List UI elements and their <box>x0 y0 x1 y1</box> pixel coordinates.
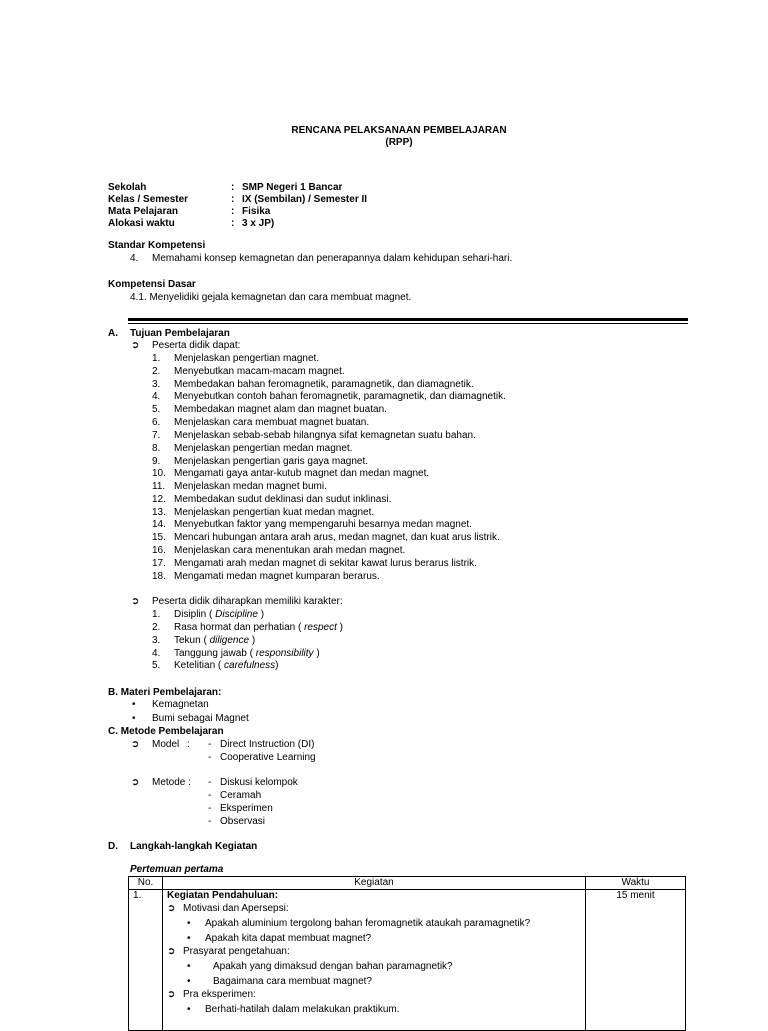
list-item-num: 1. <box>152 609 161 620</box>
dash-icon: - <box>208 803 212 814</box>
karakter-intro: Peserta didik diharapkan memiliki karakter: <box>152 596 343 607</box>
tujuan-intro: Peserta didik dapat: <box>152 340 241 351</box>
table-cell-kegiatan <box>163 890 586 1031</box>
kegiatan-table <box>128 876 686 1031</box>
dash-icon: - <box>208 816 212 827</box>
standar-num: 4. <box>130 253 139 264</box>
kegiatan-title: Kegiatan Pendahuluan: <box>167 890 279 901</box>
identity-value: Fisika <box>242 206 271 217</box>
dash-icon: - <box>208 790 212 801</box>
arrow-bullet-icon: ➲ <box>167 946 176 957</box>
dash-icon: - <box>208 739 212 750</box>
dash-icon: - <box>208 752 212 763</box>
identity-value: 3 x JP) <box>242 218 275 229</box>
list-item-text: Menjelaskan sebab-sebab hilangnya sifat kemagnetan suatu bahan. <box>174 430 476 441</box>
list-item-text: Menjelaskan pengertian medan magnet. <box>174 443 353 454</box>
karakter-italic: diligence <box>209 635 250 646</box>
list-item-text: Menjelaskan cara menentukan arah medan magnet. <box>174 545 406 556</box>
model-label: Model <box>152 739 180 750</box>
list-item-text: Mengamati arah medan magnet di sekitar kawat lurus berarus listrik. <box>174 558 477 569</box>
list-item-text <box>174 635 255 647</box>
arrow-bullet-icon: ➲ <box>167 989 176 1000</box>
prasyarat-item: Apakah yang dimaksud dengan bahan paramagnetik? <box>213 961 453 972</box>
model-sep: : <box>187 739 190 750</box>
karakter-pre: Tekun ( <box>174 635 210 646</box>
table-header-waktu: Waktu <box>586 877 686 890</box>
list-item-text: Menyebutkan contoh bahan feromagnetik, paramagnetik, dan diamagnetik. <box>174 391 506 402</box>
kegiatan-line <box>167 989 581 1001</box>
table-cell-no: 1. <box>129 890 163 1031</box>
model-item: Direct Instruction (DI) <box>220 739 315 750</box>
list-item-text: Menyebutkan faktor yang mempengaruhi besarnya medan magnet. <box>174 519 472 530</box>
list-item-num: 1. <box>152 353 161 364</box>
list-item-text: Mencari hubungan antara arah arus, medan magnet, dan kuat arus listrik. <box>174 532 500 543</box>
pra-label: Pra eksperimen: <box>183 989 256 1000</box>
section-d-letter: D. <box>108 841 118 852</box>
prasyarat-label: Prasyarat pengetahuan: <box>183 946 290 957</box>
motivasi-label: Motivasi dan Apersepsi: <box>183 903 289 914</box>
motivasi-item: Apakah kita dapat membuat magnet? <box>205 933 372 944</box>
section-b-heading: B. Materi Pembelajaran: <box>108 687 222 698</box>
bullet-icon: • <box>187 961 191 972</box>
identity-value: IX (Sembilan) / Semester II <box>242 194 368 205</box>
list-item-text: Menjelaskan medan magnet bumi. <box>174 481 327 492</box>
list-item-num: 17. <box>152 558 166 569</box>
karakter-post: ) <box>257 609 265 620</box>
kegiatan-line <box>167 903 581 915</box>
karakter-italic: Discipline <box>215 609 258 620</box>
metode-item: Eksperimen <box>220 803 273 814</box>
divider-thin <box>128 323 688 324</box>
bullet-icon: • <box>187 976 191 987</box>
identity-label: Alokasi waktu <box>108 218 175 229</box>
kegiatan-line <box>167 961 581 973</box>
list-item-num: 11. <box>152 481 166 492</box>
section-a-letter: A. <box>108 328 118 339</box>
list-item-num: 5. <box>152 660 161 671</box>
materi-item: Bumi sebagai Magnet <box>152 713 249 724</box>
karakter-italic: respect <box>304 622 337 633</box>
list-item-num: 15. <box>152 532 166 543</box>
list-item-num: 10. <box>152 468 166 479</box>
list-item-num: 5. <box>152 404 161 415</box>
arrow-bullet-icon: ➲ <box>131 596 140 607</box>
arrow-bullet-icon: ➲ <box>131 777 140 788</box>
karakter-pre: Tanggung jawab ( <box>174 648 256 659</box>
identity-sep: : <box>231 206 235 217</box>
kegiatan-line <box>167 918 581 930</box>
metode-item: Ceramah <box>220 790 262 801</box>
table-header-no: No. <box>129 877 163 890</box>
list-item-text: Membedakan bahan feromagnetik, paramagnetik, dan diamagnetik. <box>174 379 474 390</box>
standar-text: Memahami konsep kemagnetan dan penerapannya dalam kehidupan sehari-hari. <box>152 253 513 264</box>
kegiatan-line <box>167 946 581 958</box>
doc-title: RENCANA PELAKSANAAN PEMBELAJARAN <box>291 125 507 136</box>
list-item-text: Menjelaskan pengertian garis gaya magnet. <box>174 456 369 467</box>
list-item-num: 18. <box>152 571 166 582</box>
karakter-pre: Rasa hormat dan perhatian ( <box>174 622 305 633</box>
dash-icon: - <box>208 777 212 788</box>
list-item-num: 4. <box>152 648 161 659</box>
bullet-icon: • <box>187 933 191 944</box>
section-a-heading: Tujuan Pembelajaran <box>130 328 230 339</box>
karakter-post: ) <box>275 660 279 671</box>
kegiatan-line <box>167 976 581 988</box>
doc-subtitle: (RPP) <box>385 137 413 148</box>
prasyarat-item: Bagaimana cara membuat magnet? <box>213 976 372 987</box>
list-item-text: Mengamati gaya antar-kutub magnet dan medan magnet. <box>174 468 430 479</box>
list-item-num: 8. <box>152 443 161 454</box>
list-item-text: Menjelaskan pengertian magnet. <box>174 353 320 364</box>
list-item-text: Mengamati medan magnet kumparan berarus. <box>174 571 380 582</box>
section-d-heading: Langkah-langkah Kegiatan <box>130 841 258 852</box>
table-header-row <box>129 877 686 890</box>
metode-label: Metode : <box>152 777 191 788</box>
identity-label: Mata Pelajaran <box>108 206 179 217</box>
karakter-pre: Ketelitian ( <box>174 660 225 671</box>
pra-item: Berhati-hatilah dalam melakukan praktikum. <box>205 1004 400 1015</box>
list-item-text: Membedakan sudut deklinasi dan sudut inklinasi. <box>174 494 392 505</box>
model-item: Cooperative Learning <box>220 752 316 763</box>
list-item-text: Menjelaskan pengertian kuat medan magnet. <box>174 507 375 518</box>
kegiatan-line <box>167 933 581 945</box>
list-item-num: 6. <box>152 417 161 428</box>
list-item-num: 3. <box>152 379 161 390</box>
list-item-num: 7. <box>152 430 161 441</box>
motivasi-item: Apakah aluminium tergolong bahan feromagnetik ataukah paramagnetik? <box>205 918 531 929</box>
identity-sep: : <box>231 182 235 193</box>
list-item-num: 2. <box>152 622 161 633</box>
arrow-bullet-icon: ➲ <box>167 903 176 914</box>
karakter-italic: carefulness <box>224 660 276 671</box>
kompetensi-text: 4.1. Menyelidiki gejala kemagnetan dan cara membuat magnet. <box>130 292 412 303</box>
karakter-post: ) <box>249 635 256 646</box>
karakter-italic: responsibility <box>255 648 314 659</box>
kegiatan-line <box>167 1004 581 1016</box>
standar-heading: Standar Kompetensi <box>108 240 206 251</box>
list-item-num: 2. <box>152 366 161 377</box>
bullet-icon: • <box>132 699 136 710</box>
identity-sep: : <box>231 194 235 205</box>
list-item-num: 14. <box>152 519 166 530</box>
identity-label: Kelas / Semester <box>108 194 189 205</box>
arrow-bullet-icon: ➲ <box>131 739 140 750</box>
list-item-text <box>174 609 264 621</box>
list-item-text: Menyebutkan macam-macam magnet. <box>174 366 345 377</box>
kompetensi-heading: Kompetensi Dasar <box>108 279 196 290</box>
list-item-text: Membedakan magnet alam dan magnet buatan. <box>174 404 387 415</box>
arrow-bullet-icon: ➲ <box>131 340 140 351</box>
list-item-num: 12. <box>152 494 166 505</box>
metode-item: Diskusi kelompok <box>220 777 298 788</box>
identity-label: Sekolah <box>108 182 147 193</box>
materi-item: Kemagnetan <box>152 699 209 710</box>
bullet-icon: • <box>187 1004 191 1015</box>
list-item-text <box>174 622 343 634</box>
table-row <box>129 890 686 1031</box>
divider-thick <box>128 318 688 321</box>
karakter-post: ) <box>313 648 320 659</box>
bullet-icon: • <box>132 713 136 724</box>
bullet-icon: • <box>187 918 191 929</box>
section-c-heading: C. Metode Pembelajaran <box>108 726 224 737</box>
identity-value: SMP Negeri 1 Bancar <box>242 182 343 193</box>
list-item-text: Menjelaskan cara membuat magnet buatan. <box>174 417 370 428</box>
list-item-num: 9. <box>152 456 161 467</box>
list-item-num: 3. <box>152 635 161 646</box>
pertemuan-label: Pertemuan pertama <box>130 864 224 875</box>
table-cell-waktu: 15 menit <box>586 890 686 1031</box>
list-item-num: 4. <box>152 391 161 402</box>
list-item-text <box>174 660 279 672</box>
table-header-kegiatan: Kegiatan <box>163 877 586 890</box>
list-item-text <box>174 648 320 660</box>
identity-sep: : <box>231 218 235 229</box>
list-item-num: 16. <box>152 545 166 556</box>
metode-item: Observasi <box>220 816 266 827</box>
list-item-num: 13. <box>152 507 166 518</box>
karakter-post: ) <box>336 622 343 633</box>
karakter-pre: Disiplin ( <box>174 609 216 620</box>
